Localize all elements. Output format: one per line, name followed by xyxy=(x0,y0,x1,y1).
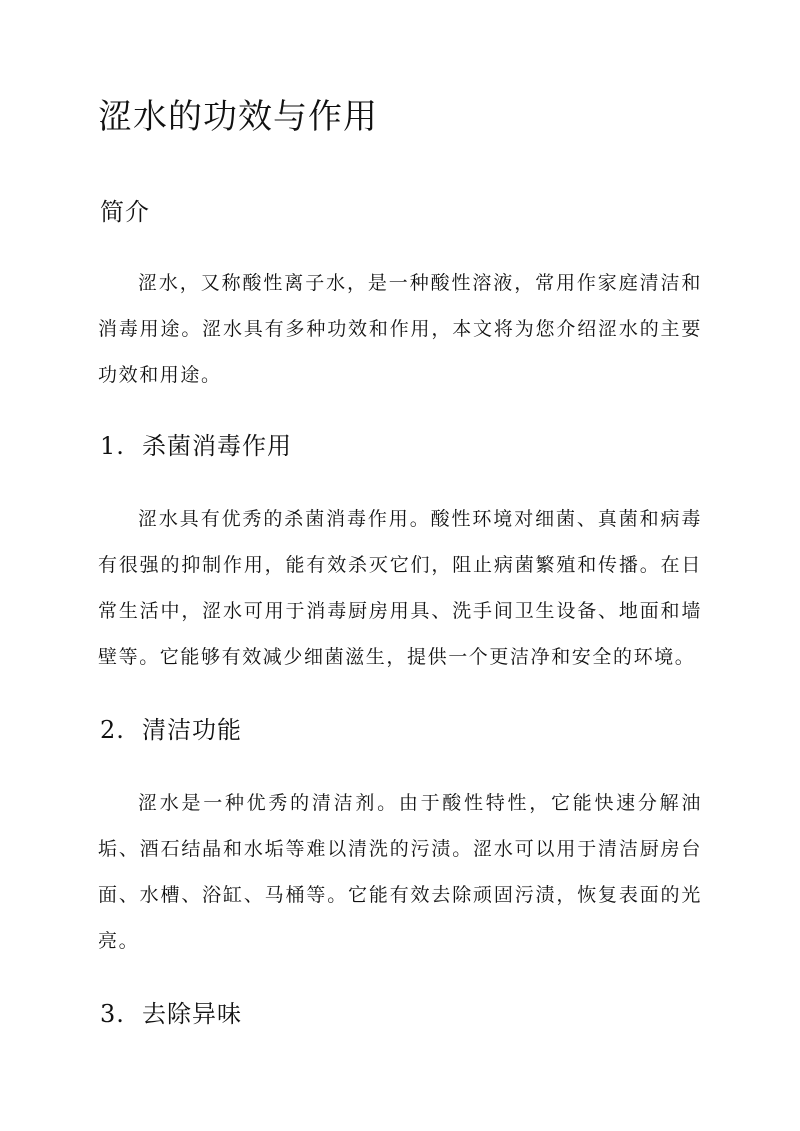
section-title: 去除异味 xyxy=(142,1000,242,1028)
section-heading-deodorize xyxy=(100,998,242,1030)
intro-heading: 简介 xyxy=(100,198,150,226)
section-number: 3. xyxy=(100,1000,125,1028)
intro-paragraph: 涩水，又称酸性离子水，是一种酸性溶液，常用作家庭清洁和消毒用途。涩水具有多种功效和作用，本文将为您介绍涩水的主要功效和用途。 xyxy=(98,272,702,386)
section-number: 1. xyxy=(100,432,125,460)
section-title: 清洁功能 xyxy=(142,716,242,744)
section-number: 2. xyxy=(100,716,125,744)
section-paragraph-cleaning: 涩水是一种优秀的清洁剂。由于酸性特性，它能快速分解油垢、酒石结晶和水垢等难以清洗的污渍。涩水可以用于清洁厨房台面、水槽、浴缸、马桶等。它能有效去除顽固污渍，恢复表面的光亮。 xyxy=(98,792,702,952)
section-heading-sterilization xyxy=(100,430,292,462)
section-title: 杀菌消毒作用 xyxy=(142,432,292,460)
section-paragraph-sterilization: 涩水具有优秀的杀菌消毒作用。酸性环境对细菌、真菌和病毒有很强的抑制作用，能有效杀灭它们，阻止病菌繁殖和传播。在日常生活中，涩水可用于消毒厨房用具、洗手间卫生设备、地面和墙壁等。它能够有效减少细菌滋生，提供一个更洁净和安全的环境。 xyxy=(98,508,702,668)
section-heading-cleaning xyxy=(100,714,242,746)
document-title: 涩水的功效与作用 xyxy=(98,97,378,137)
